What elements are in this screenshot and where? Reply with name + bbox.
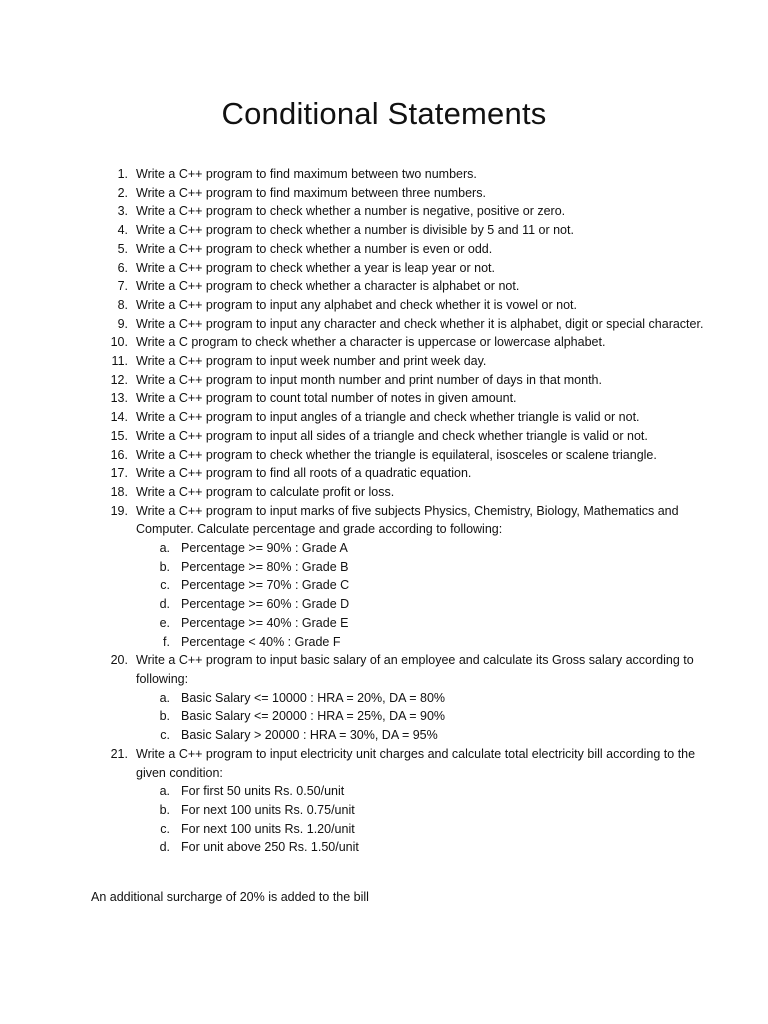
sub-item-letter: f.: [163, 634, 170, 649]
sub-item-text: Basic Salary <= 10000 : HRA = 20%, DA = 80%: [181, 690, 446, 705]
problem-item: [0, 259, 768, 278]
sub-item: [136, 558, 718, 577]
problem-number: 12.: [110, 372, 128, 387]
sub-item: [136, 576, 718, 595]
problem-number: 3.: [117, 204, 128, 219]
sub-item-letter: b.: [159, 802, 170, 817]
problem-number: 13.: [110, 391, 128, 406]
sub-item-letter: d.: [159, 597, 170, 612]
sub-item-text: Percentage >= 80% : Grade B: [181, 559, 349, 574]
problem-text: Write a C++ program to input any alphabet and check whether it is vowel or not.: [136, 297, 577, 312]
sub-item: [136, 614, 718, 633]
problem-item: [0, 502, 768, 652]
problem-item: [0, 745, 768, 857]
sub-item-text: For unit above 250 Rs. 1.50/unit: [181, 840, 359, 855]
problem-item: [0, 464, 768, 483]
problem-number: 7.: [117, 279, 128, 294]
problem-text: Write a C++ program to input electricity unit charges and calculate total electricity bill according to the given condition:: [136, 746, 696, 780]
problem-item: [0, 296, 768, 315]
problem-number: 21.: [110, 746, 128, 761]
problem-item: [0, 408, 768, 427]
problem-number: 11.: [111, 354, 128, 369]
sub-item: [136, 801, 718, 820]
problem-item: [0, 389, 768, 408]
problem-item: [0, 651, 768, 745]
sub-item-letter: a.: [159, 690, 170, 705]
problem-text: Write a C++ program to input month number and print number of days in that month.: [136, 372, 602, 387]
sub-list: [136, 782, 718, 857]
problem-number: 6.: [117, 260, 128, 275]
sub-item: [136, 838, 718, 857]
sub-item-text: Basic Salary > 20000 : HRA = 30%, DA = 95%: [181, 728, 438, 743]
sub-item-letter: a.: [159, 784, 170, 799]
sub-item-text: For next 100 units Rs. 1.20/unit: [181, 821, 355, 836]
problem-number: 4.: [117, 223, 128, 238]
sub-item-letter: a.: [159, 541, 170, 556]
problem-text: Write a C++ program to input all sides of a triangle and check whether triangle is valid or not.: [136, 428, 648, 443]
problem-item: [0, 277, 768, 296]
sub-item-letter: c.: [160, 728, 170, 743]
problem-text: Write a C++ program to check whether a character is alphabet or not.: [136, 279, 520, 294]
sub-item-text: Basic Salary <= 20000 : HRA = 25%, DA = 90%: [181, 709, 446, 724]
problem-item: [0, 240, 768, 259]
sub-item: [136, 820, 718, 839]
problem-number: 8.: [117, 297, 128, 312]
sub-item: [136, 689, 718, 708]
problem-item: [0, 202, 768, 221]
problem-text: Write a C++ program to check whether a number is divisible by 5 and 11 or not.: [136, 223, 574, 238]
problem-item: [0, 315, 768, 334]
sub-item-text: Percentage >= 90% : Grade A: [181, 541, 348, 556]
problem-text: Write a C++ program to check whether the triangle is equilateral, isosceles or scalene triangle.: [136, 447, 657, 462]
problem-number: 1.: [117, 167, 128, 181]
sub-item-letter: d.: [159, 840, 170, 855]
problem-number: 5.: [117, 241, 128, 256]
sub-item-text: Percentage < 40% : Grade F: [181, 634, 341, 649]
sub-list: [136, 539, 718, 651]
sub-list: [136, 689, 718, 745]
problem-item: [0, 483, 768, 502]
sub-item: [136, 539, 718, 558]
footer-note: An additional surcharge of 20% is added to the bill: [91, 890, 369, 904]
sub-item: [136, 707, 718, 726]
sub-item-text: Percentage >= 60% : Grade D: [181, 597, 350, 612]
problem-text: Write a C program to check whether a character is uppercase or lowercase alphabet.: [136, 335, 606, 350]
problem-number: 16.: [110, 447, 128, 462]
problem-text: Write a C++ program to check whether a year is leap year or not.: [136, 260, 495, 275]
sub-item-letter: e.: [159, 615, 170, 630]
problem-text: Write a C++ program to calculate profit or loss.: [136, 484, 395, 499]
problem-item: [0, 352, 768, 371]
problem-item: [0, 165, 768, 184]
problem-text: Write a C++ program to check whether a number is negative, positive or zero.: [136, 204, 566, 219]
sub-item-letter: b.: [159, 709, 170, 724]
problem-text: Write a C++ program to find all roots of a quadratic equation.: [136, 466, 472, 481]
problem-number: 2.: [117, 185, 128, 200]
problem-number: 14.: [110, 410, 128, 425]
sub-item-text: Percentage >= 70% : Grade C: [181, 578, 350, 593]
page-title: Conditional Statements: [221, 96, 547, 131]
sub-item-text: For first 50 units Rs. 0.50/unit: [181, 784, 345, 799]
sub-item-letter: c.: [160, 578, 170, 593]
sub-item: [136, 726, 718, 745]
sub-item: [136, 633, 718, 652]
problem-number: 20.: [110, 653, 128, 668]
problem-number: 17.: [110, 466, 128, 481]
problem-text: Write a C++ program to input marks of five subjects Physics, Chemistry, Biology, Mathematics and Computer. Calculate percentage and grade according to following:: [136, 503, 679, 537]
problem-text: Write a C++ program to input basic salary of an employee and calculate its Gross salary according to following:: [136, 653, 694, 686]
sub-item-letter: b.: [159, 559, 170, 574]
problem-number: 18.: [110, 484, 128, 499]
problem-number: 19.: [110, 503, 128, 518]
problem-number: 9.: [117, 316, 128, 331]
problem-number: 15.: [110, 428, 128, 443]
problem-list: [0, 165, 768, 857]
problem-text: Write a C++ program to input angles of a triangle and check whether triangle is valid or not.: [136, 410, 640, 425]
problem-number: 10.: [110, 335, 128, 350]
sub-item: [136, 782, 718, 801]
sub-item-text: Percentage >= 40% : Grade E: [181, 615, 349, 630]
problem-item: [0, 221, 768, 240]
problem-text: Write a C++ program to check whether a number is even or odd.: [136, 241, 493, 256]
problem-item: [0, 371, 768, 390]
problem-text: Write a C++ program to count total number of notes in given amount.: [136, 391, 517, 406]
problem-text: Write a C++ program to input week number and print week day.: [136, 354, 487, 369]
sub-item: [136, 595, 718, 614]
problem-text: Write a C++ program to input any character and check whether it is alphabet, digit or special character.: [136, 316, 704, 331]
problem-text: Write a C++ program to find maximum between two numbers.: [136, 167, 477, 181]
problem-item: [0, 427, 768, 446]
problem-text: Write a C++ program to find maximum between three numbers.: [136, 185, 486, 200]
sub-item-letter: c.: [160, 821, 170, 836]
problem-item: [0, 446, 768, 465]
problem-item: [0, 184, 768, 203]
problem-item: [0, 333, 768, 352]
sub-item-text: For next 100 units Rs. 0.75/unit: [181, 802, 355, 817]
